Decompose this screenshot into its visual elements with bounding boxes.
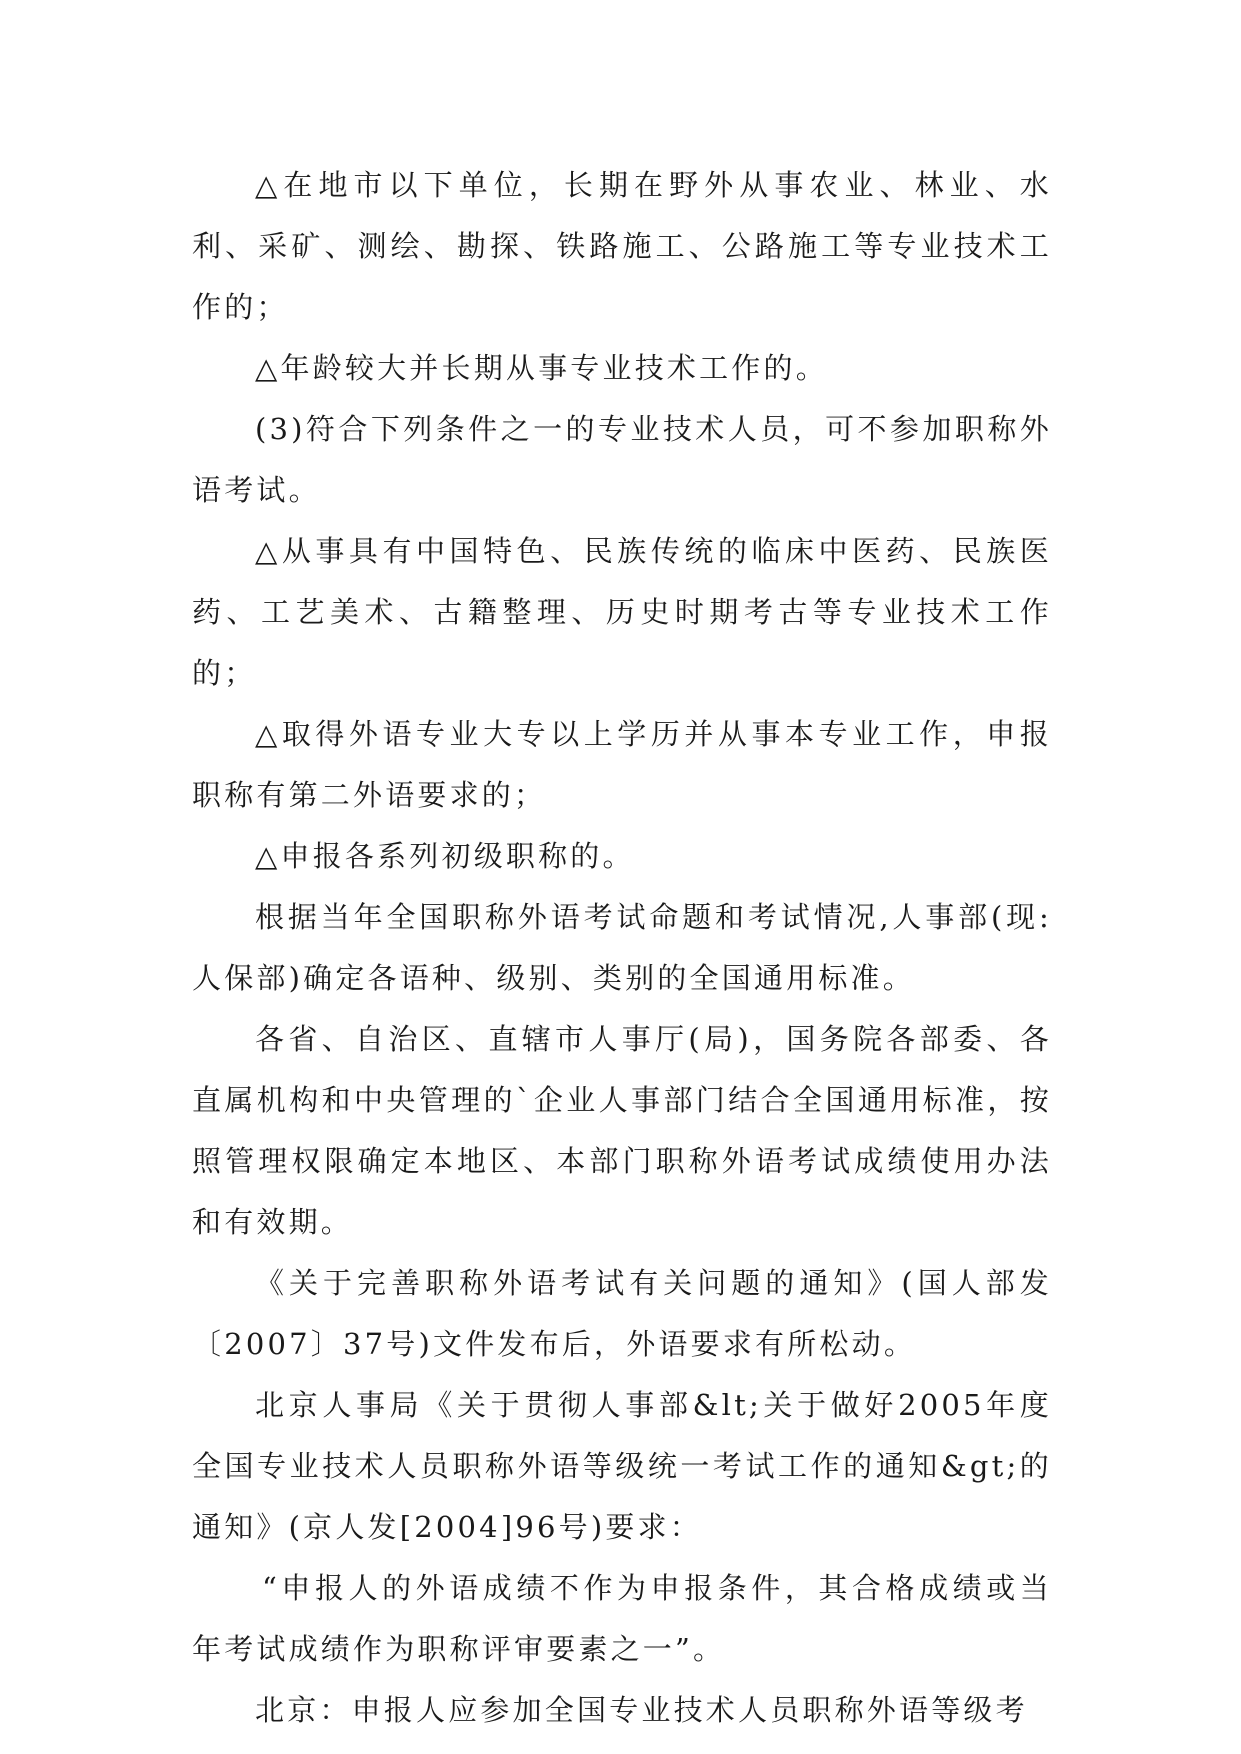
paragraph-provincial-rules: 各省、自治区、直辖市人事厅(局)，国务院各部委、各直属机构和中央管理的`企业人事部门结合全国通用标准，按照管理权限确定本地区、本部门职称外语考试成绩使用办法和有效期。	[192, 1022, 1052, 1239]
paragraph-senior-age-condition: △年龄较大并长期从事专业技术工作的。	[255, 351, 828, 385]
paragraph-junior-title: △申报各系列初级职称的。	[255, 839, 635, 873]
paragraph-beijing-requirement: 北京：申报人应参加全国专业技术人员职称外语等级考	[255, 1693, 1028, 1727]
paragraph-exemption-heading: (3)符合下列条件之一的专业技术人员，可不参加职称外语考试。	[192, 412, 1052, 507]
paragraph-field-work-condition: △在地市以下单位，长期在野外从事农业、林业、水利、采矿、测绘、勘探、铁路施工、公路施工等专业技术工作的；	[192, 168, 1052, 324]
paragraph-foreign-language-major: △取得外语专业大专以上学历并从事本专业工作，申报职称有第二外语要求的；	[192, 717, 1052, 812]
paragraph-2007-notice: 《关于完善职称外语考试有关问题的通知》(国人部发〔2007〕37号)文件发布后，外语要求有所松动。	[192, 1266, 1052, 1361]
document-body	[192, 155, 1052, 1741]
paragraph-quoted-requirement: “申报人的外语成绩不作为申报条件，其合格成绩或当年考试成绩作为职称评审要素之一”。	[192, 1571, 1052, 1666]
paragraph-national-standard: 根据当年全国职称外语考试命题和考试情况,人事部(现:人保部)确定各语种、级别、类别的全国通用标准。	[192, 900, 1052, 995]
paragraph-traditional-fields: △从事具有中国特色、民族传统的临床中医药、民族医药、工艺美术、古籍整理、历史时期考古等专业技术工作的；	[192, 534, 1052, 690]
paragraph-beijing-notice: 北京人事局《关于贯彻人事部&lt;关于做好2005年度全国专业技术人员职称外语等级统一考试工作的通知&gt;的通知》(京人发[2004]96号)要求：	[192, 1388, 1052, 1544]
